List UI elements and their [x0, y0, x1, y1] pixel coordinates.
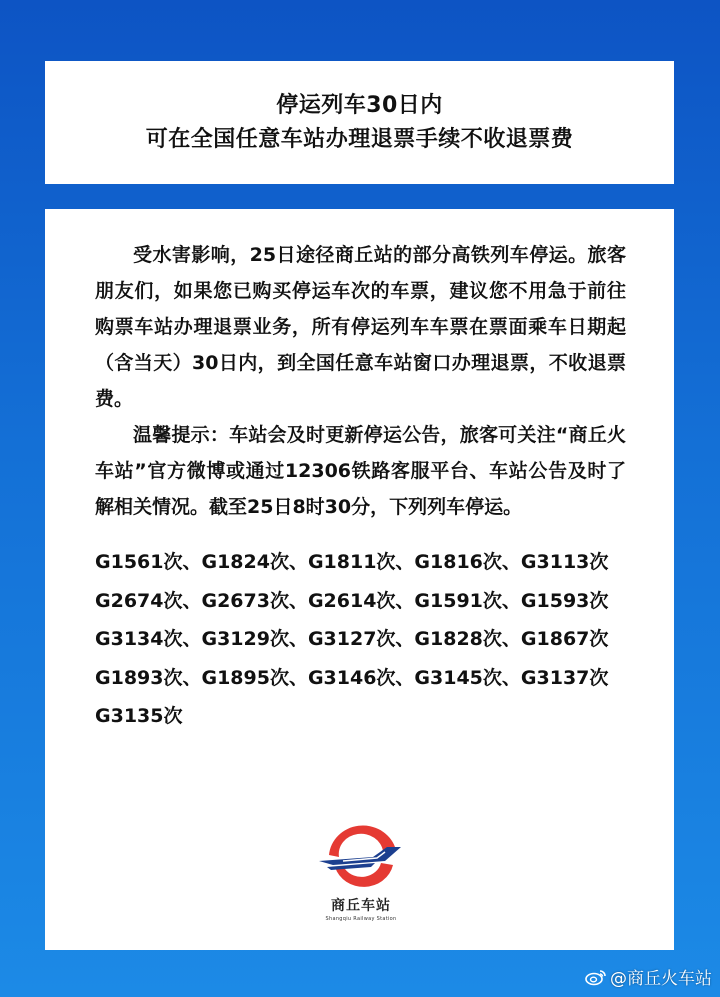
- notice-title-line-2: 可在全国任意车站办理退票手续不收退票费: [145, 126, 574, 152]
- train-list-line: G3135次: [95, 705, 183, 727]
- notice-title-line-1: 停运列车30日内: [276, 92, 443, 118]
- notice-title-box: [45, 61, 674, 184]
- train-list-line: G3134次、G3129次、G3127次、G1828次、G1867次: [95, 628, 609, 650]
- notice-paragraph-2: 温馨提示：车站会及时更新停运公告，旅客可关注“商丘火车站”官方微博或通过12306铁路客服平台、车站公告及时了解相关情况。截至25日8时30分，下列列车停运。: [95, 424, 626, 518]
- weibo-icon: [585, 968, 607, 986]
- notice-body: [45, 209, 674, 950]
- train-list-line: G2674次、G2673次、G2614次、G1591次、G1593次: [95, 589, 609, 612]
- notice-paragraph-1: 受水害影响，25日途径商丘站的部分高铁列车停运。旅客朋友们，如果您已购买停运车次的车票，建议您不用急于前往购票车站办理退票业务，所有停运列车车票在票面乘车日期起（含当天）30日内，到全国任意车站窗口办理退票，不收退票费。: [95, 244, 626, 410]
- train-list-line: G1561次、G1824次、G1811次、G1816次、G3113次: [95, 551, 609, 573]
- logo-station-name: 商丘车站: [331, 898, 391, 914]
- watermark-text: @商丘火车站: [610, 969, 712, 989]
- railway-station-logo-icon: [313, 817, 409, 897]
- suspended-train-list: [95, 543, 626, 736]
- station-logo: [313, 817, 409, 927]
- train-list-line: G1893次、G1895次、G3146次、G3145次、G3137次: [95, 666, 609, 689]
- logo-station-subtitle: Shangqiu Railway Station: [325, 916, 397, 922]
- weibo-watermark: [585, 964, 712, 989]
